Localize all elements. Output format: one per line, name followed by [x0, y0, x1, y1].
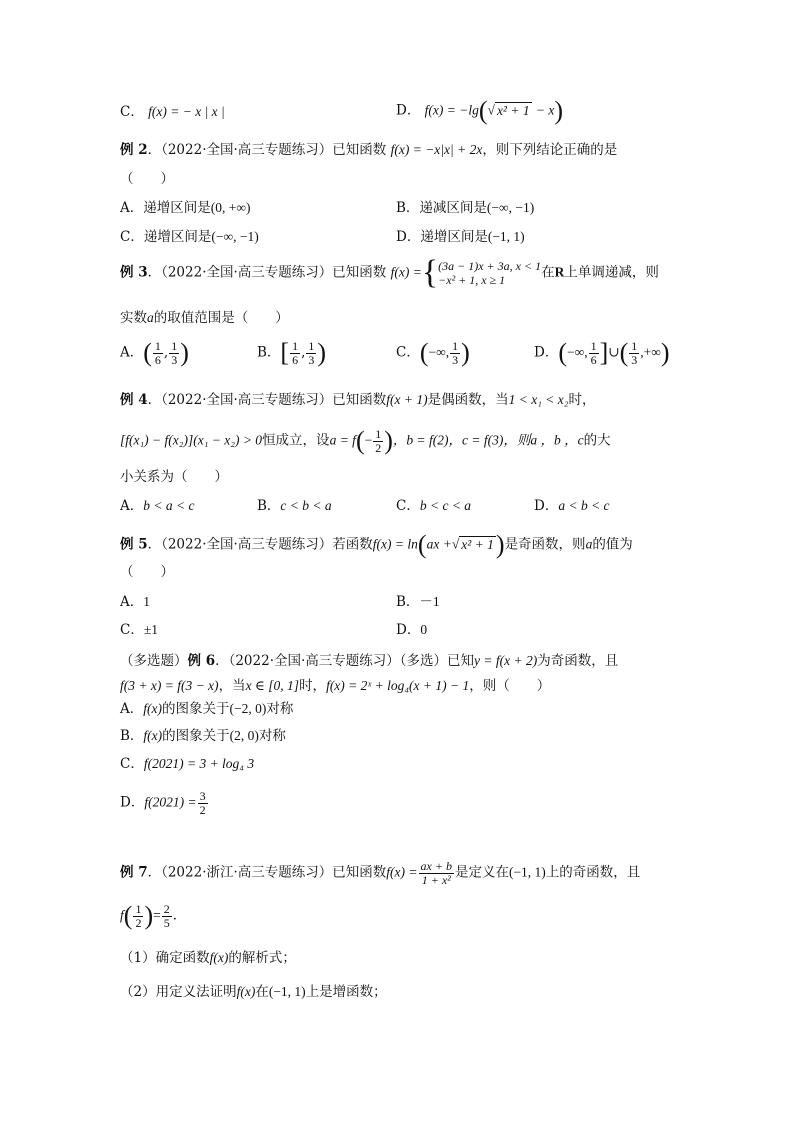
example-label: 例 6 — [187, 653, 216, 669]
option-label: C． — [120, 104, 144, 120]
option-label: B． — [257, 344, 281, 361]
option-math: (−1, 1) — [487, 229, 525, 244]
ex5-option-c: C．±1 — [120, 622, 159, 638]
option-text: 递减区间是 — [419, 200, 487, 216]
option-label: A． — [120, 594, 144, 610]
option-label: D． — [534, 498, 559, 514]
ex3-option-b: B．[ $\frac{1}{6}$ , $\frac{1}{3}$ ) — [257, 338, 327, 368]
ex1-option-c — [120, 104, 225, 121]
example-source: ．（2022·全国·高三专题练习）已知函数 — [147, 264, 387, 281]
ex2-option-d — [396, 229, 525, 246]
ex7-question-2: （2）用定义法证明f(x)在(−1, 1)上是增函数； — [120, 984, 387, 1000]
example-label: 例 5 — [120, 536, 148, 553]
ex4-option-c: C．b < c < a — [396, 498, 472, 514]
ex7-stem-line2: f( $\frac{1}{2}$ )= $\frac{2}{5}$ ． — [120, 901, 187, 931]
option-label: D． — [396, 622, 421, 638]
ex7-stem: 例 7．（2022·浙江·高三专题练习）已知函数f(x) = $\frac{ax + b}{\text{1 + x²}}$ 是定义在(−1, 1)上的奇函数，且 — [120, 859, 641, 887]
example-source: ．（2022·全国·高三专题练习）若函数 — [147, 536, 373, 553]
function-expr: f(x) = −x|x| + 2x — [390, 142, 483, 157]
example-label: 例 7 — [120, 864, 148, 881]
ex6-option-d: D．f(2021) = $\frac{3}{2}$ — [120, 789, 206, 817]
example-source: ．（2022·全国·高三专题练习）已知函数 — [147, 142, 387, 158]
option-label: D． — [120, 794, 145, 811]
example-label: 例 3 — [120, 264, 148, 281]
example-label: 例 4 — [120, 392, 148, 408]
example-source: ．（2022·浙江·高三专题练习）已知函数 — [147, 864, 387, 881]
ex5-option-a: A．1 — [120, 594, 150, 610]
ex4-option-d: D．a < b < c — [534, 498, 610, 514]
ex2-option-b — [396, 200, 534, 217]
option-label: C． — [120, 229, 144, 245]
option-label: D． — [396, 229, 421, 245]
option-label: C． — [120, 622, 144, 638]
option-math: (0, +∞) — [210, 200, 251, 215]
ex3-stem-line2: 实数a的取值范围是（ ） — [120, 310, 289, 326]
set-R: R — [554, 264, 565, 280]
ex3-stem: 例 3．（2022·全国·高三专题练习）已知函数 f(x) ={(3a − 1)x + 3a, x < 1 −x² + 1, x ≥ 1 在R上单调递减，则 — [120, 254, 659, 291]
option-label: C． — [396, 498, 420, 514]
option-label: A． — [120, 344, 144, 361]
ex6-stem-line2: f(3 + x) = f(3 − x)，当x ∈ [0, 1]时，f(x) = 2ˣ + log₄(x + 1) − 1，则（ ） — [120, 678, 551, 694]
option-math: f(x) = − x | x | — [148, 104, 225, 119]
ex5-answer-paren: （ ） — [120, 564, 174, 580]
option-math: (−∞, −1) — [211, 229, 259, 244]
option-label: B． — [120, 728, 144, 744]
example-source: ．（2022·全国·高三专题练习）（多选）已知 — [215, 653, 475, 669]
option-label: A． — [120, 701, 144, 717]
option-text: 递增区间是 — [143, 229, 212, 245]
ex2-option-c — [120, 229, 259, 246]
ex4-option-b: B．c < b < a — [257, 498, 332, 514]
ex5-stem: 例 5．（2022·全国·高三专题练习）若函数f(x) = ln(ax +√ x² + 1)是奇函数，则a的值为 — [120, 530, 633, 559]
ex3-option-c: C．(−∞, $\frac{1}{3}$ ) — [396, 338, 470, 368]
ex4-option-a: A．b < a < c — [120, 498, 195, 514]
ex2-stem — [120, 142, 617, 159]
option-text: 递增区间是 — [143, 200, 211, 216]
option-label: A． — [120, 498, 144, 514]
ex6-option-a: A．f(x)的图象关于(−2, 0)对称 — [120, 701, 294, 717]
option-label: B． — [396, 594, 420, 610]
option-label: B． — [257, 498, 281, 514]
option-label: A． — [120, 200, 144, 216]
ex5-option-d: D．0 — [396, 622, 428, 638]
ex6-stem: （多选题）例 6．（2022·全国·高三专题练习）（多选）已知y = f(x + 2)为奇函数，且 — [120, 653, 619, 669]
ex2-option-a — [120, 200, 250, 217]
example-source: ．（2022·全国·高三专题练习）已知函数 — [147, 392, 387, 408]
piecewise-brace: { — [421, 254, 439, 291]
ex3-option-d: D．(−∞, $\frac{1}{6}$ ]∪( $\frac{1}{3}$ ,+∞) — [534, 338, 670, 368]
option-math: f(x) = −lg — [424, 102, 479, 118]
stem-tail: ，则下列结论正确的是 — [482, 142, 618, 158]
ex2-answer-paren: （ ） — [120, 171, 174, 187]
ex7-question-1: （1）确定函数f(x)的解析式； — [120, 950, 296, 966]
example-label: 例 2 — [120, 142, 148, 158]
function-expr: f(x) = — [390, 264, 422, 280]
ex4-stem-line3: 小关系为（ ） — [120, 469, 228, 485]
option-text: 递增区间是 — [420, 229, 488, 245]
option-label: D． — [534, 344, 559, 361]
ex1-option-d: D． f(x) = −lg(√ x² + 1 − x) — [396, 96, 564, 125]
ex4-stem: 例 4．（2022·全国·高三专题练习）已知函数f(x + 1)是偶函数，当1 < x₁ < x₂时， — [120, 392, 596, 408]
option-label: D． — [396, 102, 421, 119]
option-label: C． — [396, 344, 420, 361]
ex4-stem-line2: [f(x₁) − f(x₂)](x₁ − x₂) > 0恒成立，设a = f(− $\frac{1}{2}$ )，b = f(2)，c = f(3)，则a ，b ，c的大 — [120, 426, 611, 456]
option-math: (−∞, −1) — [486, 200, 535, 215]
ex3-option-a: A．( $\frac{1}{6}$ , $\frac{1}{3}$ ) — [120, 338, 189, 368]
piecewise-cases: (3a − 1)x + 3a, x < 1 −x² + 1, x ≥ 1 — [438, 258, 542, 287]
ex5-option-b: B．－1 — [396, 594, 440, 610]
sqrt-radicand: x² + 1 — [496, 102, 530, 118]
option-label: B． — [396, 200, 420, 216]
ex6-option-b: B．f(x)的图象关于(2, 0)对称 — [120, 728, 286, 744]
option-label: C． — [120, 756, 144, 772]
ex6-option-c: C．f(2021) = 3 + log₄ 3 — [120, 756, 255, 772]
